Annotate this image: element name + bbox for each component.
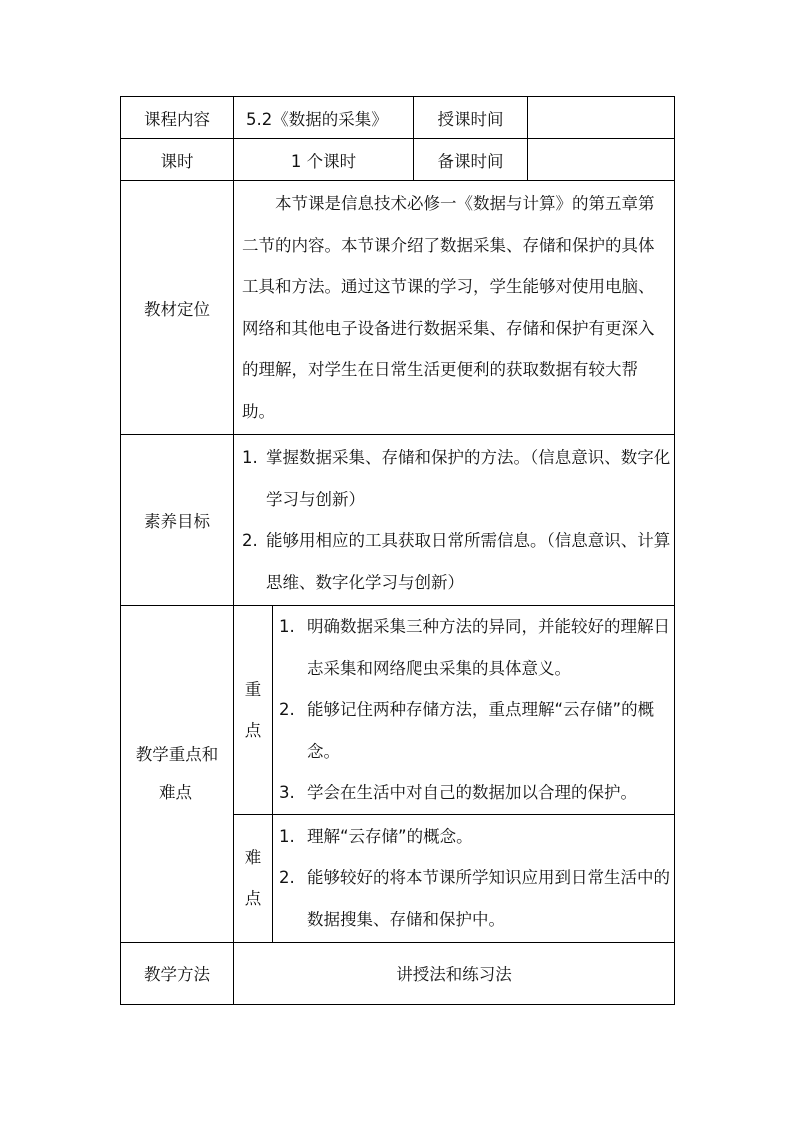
label-key-char-1: 重: [244, 679, 262, 699]
label-course-content: 课程内容: [121, 97, 234, 139]
label-difficult-char-2: 点: [244, 889, 262, 908]
label-key-difficult-line1: 教学重点和: [135, 744, 219, 764]
difficult-points-cell: [273, 814, 675, 942]
list-number: 3.: [279, 783, 295, 802]
row-literacy-goals: [121, 435, 675, 606]
list-text: 理解“云存储”的概念。: [307, 826, 473, 846]
list-item: [279, 816, 674, 858]
list-item: [242, 520, 674, 603]
label-teaching-method: 教学方法: [121, 942, 234, 1004]
list-number: 1.: [279, 617, 295, 636]
label-key-char-2: 点: [244, 720, 262, 740]
label-class-hours: 课时: [121, 139, 234, 181]
literacy-goals-list: [234, 435, 674, 605]
label-key-difficult-line2: 难点: [159, 782, 192, 802]
list-text: 掌握数据采集、存储和保护的方法。（信息意识、数字化学习与创新）: [266, 448, 671, 509]
label-textbook-position: 教材定位: [121, 181, 234, 435]
list-item: [279, 857, 674, 940]
textbook-position-cell: [234, 181, 675, 435]
list-item: [279, 689, 674, 772]
row-key-points: [121, 606, 675, 815]
list-item: [242, 437, 674, 520]
row-textbook-position: [121, 181, 675, 435]
lesson-plan-table: [120, 96, 675, 1005]
prep-time-value: [528, 139, 675, 181]
list-number: 2.: [279, 868, 295, 888]
teaching-time-value: [528, 97, 675, 139]
list-text: 能够用相应的工具获取日常所需信息。（信息意识、计算思维、数字化学习与创新）: [266, 531, 671, 592]
list-number: 1.: [279, 826, 295, 846]
row-course: [121, 97, 675, 139]
difficult-points-list: [273, 816, 674, 941]
label-difficult-char-1: 难: [244, 848, 262, 867]
label-prep-time: 备课时间: [414, 139, 528, 181]
label-difficult-points: [234, 814, 273, 942]
textbook-position-text: 本节课是信息技术必修一《数据与计算》的第五章第二节的内容。本节课介绍了数据采集、存储和保护的具体工具和方法。通过这节课的学习，学生能够对使用电脑、网络和其他电子设备进行数据采集、存储和保护有更深入的理解，对学生在日常生活更便利的获取数据有较大帮助。: [242, 194, 655, 421]
list-item: [279, 606, 674, 689]
row-teaching-method: [121, 942, 675, 1004]
class-hours-value: 1 个课时: [234, 139, 414, 181]
teaching-method-value: 讲授法和练习法: [234, 942, 675, 1004]
list-number: 1.: [242, 448, 258, 467]
key-points-list: [273, 606, 674, 814]
label-teaching-time: 授课时间: [414, 97, 528, 139]
course-content-value: 5.2《数据的采集》: [234, 97, 414, 139]
label-key-points: [234, 606, 273, 815]
list-text: 明确数据采集三种方法的异同，并能较好的理解日志采集和网络爬虫采集的具体意义。: [307, 617, 670, 678]
list-text: 能够记住两种存储方法，重点理解“云存储”的概念。: [307, 700, 655, 761]
list-number: 2.: [279, 700, 295, 719]
key-points-cell: [273, 606, 675, 815]
row-hours: [121, 139, 675, 181]
list-item: [279, 772, 674, 814]
list-text: 能够较好的将本节课所学知识应用到日常生活中的数据搜集、存储和保护中。: [307, 868, 670, 929]
label-literacy-goals: 素养目标: [121, 435, 234, 606]
list-number: 2.: [242, 531, 258, 550]
label-key-and-difficult-points: [121, 606, 234, 943]
list-text: 学会在生活中对自己的数据加以合理的保护。: [307, 783, 637, 802]
literacy-goals-cell: [234, 435, 675, 606]
